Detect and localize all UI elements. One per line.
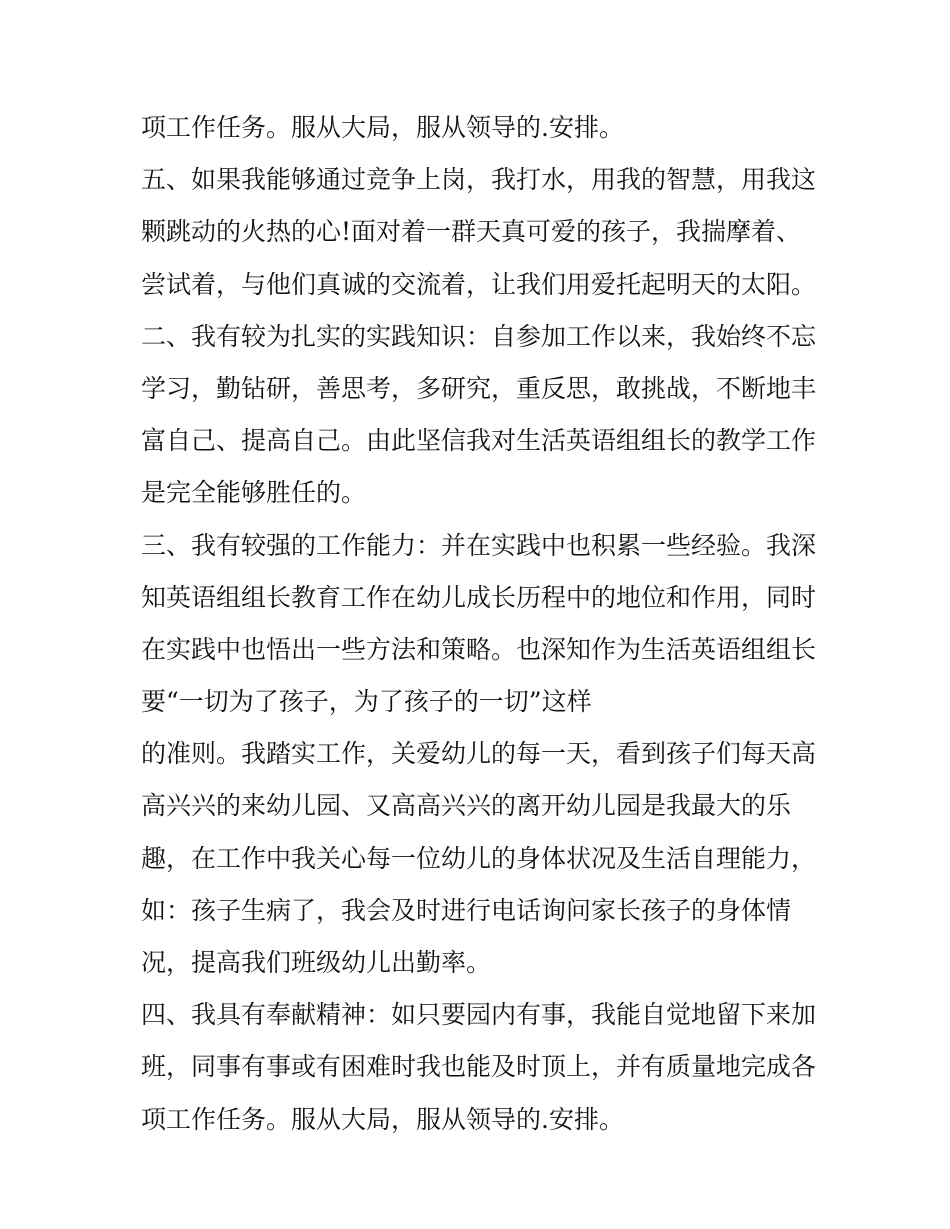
text-line: 尝试着，与他们真诚的交流着，让我们用爱托起明天的太阳。 <box>141 269 817 299</box>
text-line: 二、我有较为扎实的实践知识：自参加工作以来，我始终不忘 <box>141 321 817 351</box>
text-line: 三、我有较强的工作能力：并在实践中也积累一些经验。我深 <box>141 530 817 560</box>
text-line: 在实践中也悟出一些方法和策略。也深知作为生活英语组组长 <box>141 634 817 664</box>
text-line: 知英语组组长教育工作在幼儿成长历程中的地位和作用，同时 <box>141 582 817 612</box>
text-line: 要“一切为了孩子，为了孩子的一切”这样 <box>141 687 592 717</box>
text-line: 的准则。我踏实工作，关爱幼儿的每一天，看到孩子们每天高 <box>141 739 817 769</box>
text-line: 趣，在工作中我关心每一位幼儿的身体状况及生活自理能力， <box>141 843 817 873</box>
text-line: 如：孩子生病了，我会及时进行电话询问家长孩子的身体情 <box>141 895 792 925</box>
text-line: 是完全能够胜任的。 <box>141 478 367 508</box>
text-line: 高兴兴的来幼儿园、又高高兴兴的离开幼儿园是我最大的乐 <box>141 791 792 821</box>
text-line: 五、如果我能够通过竞争上岗，我打水，用我的智慧，用我这 <box>141 165 817 195</box>
text-line: 班，同事有事或有困难时我也能及时顶上，并有质量地完成各 <box>141 1052 817 1082</box>
document-body <box>141 102 821 1146</box>
text-line: 富自己、提高自己。由此坚信我对生活英语组组长的教学工作 <box>141 426 817 456</box>
text-line: 四、我具有奉献精神：如只要园内有事，我能自觉地留下来加 <box>141 1000 817 1030</box>
text-line: 项工作任务。服从大局，服从领导的.安排。 <box>141 113 624 142</box>
text-line: 况，提高我们班级幼儿出勤率。 <box>141 948 492 977</box>
text-line: 学习，勤钻研，善思考，多研究，重反思，敢挑战，不断地丰 <box>141 373 817 403</box>
text-line: 颗跳动的火热的心!面对着一群天真可爱的孩子，我揣摩着、 <box>141 217 802 247</box>
text-line: 项工作任务。服从大局，服从领导的.安排。 <box>141 1104 624 1134</box>
